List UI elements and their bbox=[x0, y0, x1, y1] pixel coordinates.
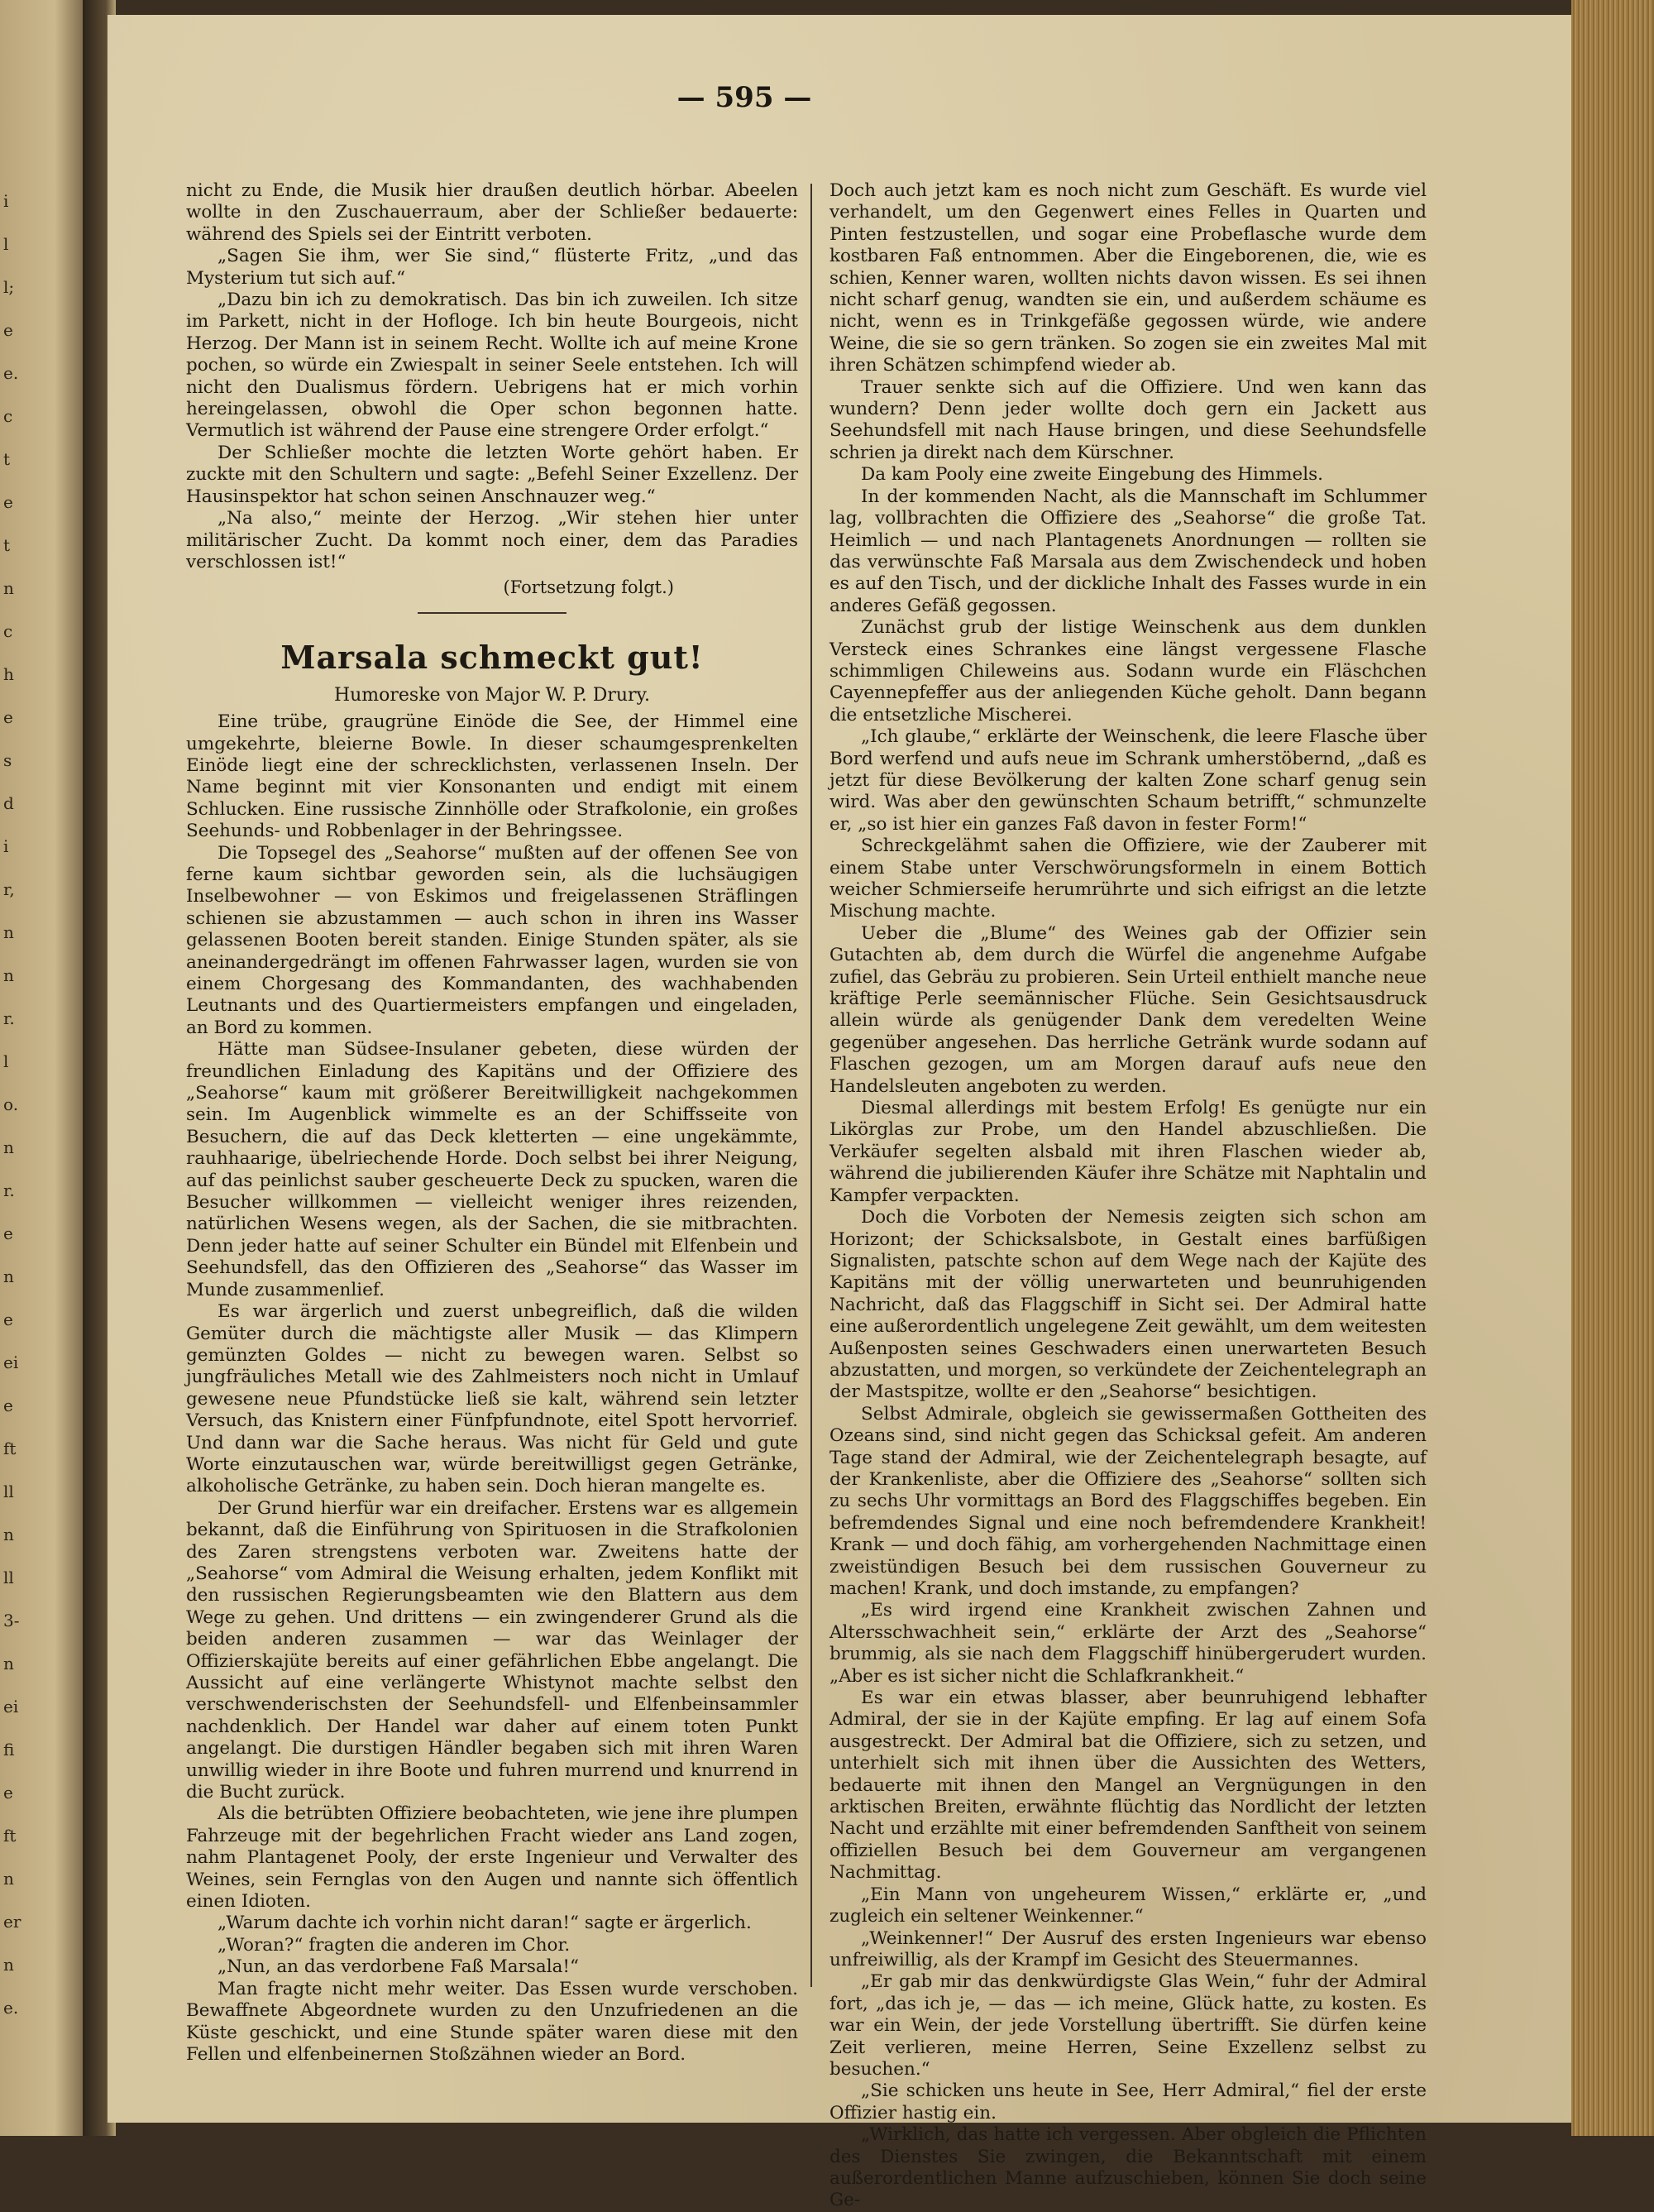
column-rule bbox=[810, 184, 812, 1987]
facing-page-fragment: i bbox=[3, 191, 9, 211]
facing-page-fragment: l bbox=[3, 234, 9, 254]
paragraph: In der kommenden Nacht, als die Mannschaft im Schlummer lag, vollbrachten die Offiziere des „Seahorse“ die große Tat. Heimlich — und nach Plantagenets Anordnungen — rollten sie das verwünschte Faß Marsala aus dem Zwischendeck und hoben es auf den Tisch, und der dickliche Inhalt des Fasses wurde in ein anderes Gefäß gegossen. bbox=[829, 486, 1427, 616]
paragraph: „Es wird irgend eine Krankheit zwischen Zahnen und Altersschwachheit sein,“ erklärte der Arzt des „Seahorse“ brummig, als sie nach dem Flaggschiff hinübergerudert wurden. „Aber es ist sicher nicht die Schlafkrankheit.“ bbox=[829, 1600, 1427, 1687]
story-title: Marsala schmeckt gut! bbox=[280, 638, 704, 676]
facing-page-fragment: r. bbox=[3, 1180, 15, 1200]
facing-page-fragment: e bbox=[3, 320, 13, 340]
paragraph: „Warum dachte ich vorhin nicht daran!“ sagte er ärgerlich. bbox=[218, 1913, 752, 1934]
paragraph: „Wirklich, das hatte ich vergessen. Aber obgleich die Pflichten des Dienstes Sie zwingen, die Bekanntschaft mit einem außerordentlichen Manne aufzuschieben, können Sie doch seine Ge- bbox=[829, 2124, 1427, 2211]
paragraph: „Na also,“ meinte der Herzog. „Wir stehen hier unter militärischer Zucht. Da kommt noch einer, dem das Paradies verschlossen ist!“ bbox=[186, 508, 798, 572]
continued-note: (Fortsetzung folgt.) bbox=[503, 577, 674, 598]
facing-page-fragment: e bbox=[3, 1223, 13, 1243]
facing-page-fragment: l; bbox=[3, 277, 15, 297]
paragraph: „Woran?“ fragten die anderen im Chor. bbox=[218, 1934, 571, 1956]
facing-page-fragment: er bbox=[3, 1912, 22, 1932]
facing-page-fragment: e bbox=[3, 1309, 13, 1329]
facing-page-fragment: c bbox=[3, 406, 13, 426]
facing-page-fragment: ft bbox=[3, 1826, 17, 1846]
paragraph: Als die betrübten Offiziere beobachteten, wie jene ihre plumpen Fahrzeuge mit der begehrlichen Fracht wieder ans Land zogen, nahm Plantagenet Pooly, der erste Ingenieur und Verwalter des Weines, sein Fernglas von den Augen und nannte sich öffentlich einen Idioten. bbox=[186, 1803, 798, 1913]
right-column bbox=[829, 180, 1427, 2211]
facing-page-fragment: n bbox=[3, 1525, 14, 1544]
facing-page-fragment: e bbox=[3, 492, 13, 512]
facing-page-fragment: n bbox=[3, 1137, 14, 1157]
paragraph: „Er gab mir das denkwürdigste Glas Wein,“ fuhr der Admiral fort, „das ich je, — das — ich meine, Glück hatte, zu kosten. Es war ein Wein, der jede Vorstellung übertrifft. Sie dürfen keine Zeit verlieren, meine Herren, Seine Exzellenz selbst zu besuchen.“ bbox=[829, 1971, 1427, 2080]
facing-page-edge bbox=[0, 0, 91, 2136]
facing-page-fragment: ei bbox=[3, 1353, 19, 1372]
facing-page-fragment: 3- bbox=[3, 1611, 20, 1630]
facing-page-fragment: r. bbox=[3, 1008, 15, 1028]
facing-page-fragment: i bbox=[3, 836, 9, 856]
paragraph: Schreckgelähmt sahen die Offiziere, wie der Zauberer mit einem Stabe unter Verschwörungsformeln in einem Bottich weicher Schmierseife herumrührte und sich eifrigst an die letzte Mischung machte. bbox=[829, 835, 1427, 922]
left-column bbox=[186, 180, 798, 2065]
facing-page-fragment: r, bbox=[3, 879, 15, 899]
paragraph: Es war ärgerlich und zuerst unbegreiflich, daß die wilden Gemüter durch die mächtigste aller Musik — das Klimpern gemünzten Goldes — nicht zu bewegen waren. Selbst so jungfräuliches Metall wie des Zahlmeisters noch nicht in Umlauf gewesene neue Pfundstücke ließ sie kalt, während sein letzter Versuch, das Knistern einer Fünfpfundnote, eitel Spott hervorrief. Und dann war die Sache heraus. Was nicht für Geld und gute Worte einzutauschen war, würde bereitwilligst gegen Getränke, alkoholische Getränke, zu haben sein. Doch hieran mangelte es. bbox=[186, 1301, 798, 1497]
facing-page-fragment: ll bbox=[3, 1482, 14, 1501]
facing-page-fragment: t bbox=[3, 449, 11, 469]
facing-page-fragment: ei bbox=[3, 1697, 19, 1716]
paragraph: „Ich glaube,“ erklärte der Weinschenk, die leere Flasche über Bord werfend und aufs neue im Schrank umherstöbernd, „daß es jetzt für diese Bevölkerung der kalten Zone scharf genug sein wird. Was aber den gewünschten Schaum betrifft,“ schmunzelte er, „so ist hier ein ganzes Faß davon in fester Form!“ bbox=[829, 726, 1427, 835]
facing-page-fragment: e. bbox=[3, 1998, 19, 2018]
paragraph: „Sie schicken uns heute in See, Herr Admiral,“ fiel der erste Offizier hastig ein. bbox=[829, 2080, 1427, 2123]
facing-page-fragment: n bbox=[3, 1955, 14, 1975]
facing-page-fragment: o. bbox=[3, 1094, 19, 1114]
paragraph: „Ein Mann von ungeheurem Wissen,“ erklärte er, „und zugleich ein seltener Weinkenner.“ bbox=[829, 1884, 1427, 1927]
facing-page-fragment: e bbox=[3, 1783, 13, 1803]
facing-page-fragment: n bbox=[3, 1869, 14, 1889]
facing-page-fragment: t bbox=[3, 535, 11, 555]
facing-page-fragment: ll bbox=[3, 1568, 14, 1587]
right-column-text bbox=[829, 180, 1427, 2212]
paragraph: Die Topsegel des „Seahorse“ mußten auf der offenen See von ferne kaum sichtbar geworden sein, als die luchsäugigen Inselbewohner — von Eskimos und freigelassenen Sträflingen schienen sie abzustammen — auch schon in ihren ins Wasser gelassenen Booten bereit standen. Einige Stunden später, als sie aneinandergedrängt im offenen Fahrwasser lagen, wurden sie von einem Chorgesang des Kommandanten, des wachhabenden Leutnants und des Quartiermeisters empfangen und eingeladen, an Bord zu kommen. bbox=[186, 842, 798, 1038]
paragraph: „Nun, an das verdorbene Faß Marsala!“ bbox=[218, 1956, 580, 1978]
paragraph: Doch die Vorboten der Nemesis zeigten sich schon am Horizont; der Schicksalsbote, in Gestalt eines barfüßigen Signalisten, patschte schon auf dem Wege nach der Kajüte des Kapitäns mit der völlig unerwarteten und beunruhigenden Nachricht, daß das Flaggschiff in Sicht sei. Der Admiral hatte eine außerordentlich ungelegene Zeit gewählt, um dem weitesten Außenposten seines Geschwaders einen unerwarteten Besuch abzustatten, und morgen, so verkündete der Zeichentelegraph an der Mastspitze, wollte er den „Seahorse“ besichtigen. bbox=[829, 1207, 1427, 1403]
paragraph: Der Grund hierfür war ein dreifacher. Erstens war es allgemein bekannt, daß die Einführung von Spirituosen in die Strafkolonien des Zaren strengstens verboten war. Zweitens hatte der „Seahorse“ vom Admiral die Weisung erhalten, jedem Konflikt mit den russischen Regierungsbeamten wie den Blattern aus dem Wege zu gehen. Und drittens — ein zwingenderer Grund als die beiden anderen zusammen — war das Weinlager der Offizierskajüte bereits auf einer gefährlichen Ebbe angelangt. Die Aussicht auf eine verlängerte Whistynot machte selbst den verschwenderischsten der Seehundsfell- und Elfenbeinsammler nachdenklich. Der Handel war daher auf einem toten Punkt angelangt. Die durstigen Händler begaben sich mit ihren Waren unwillig wieder in ihre Boote und fuhren murrend und knurrend in die Bucht zurück. bbox=[186, 1497, 798, 1803]
page-stack-edge bbox=[1571, 0, 1654, 2136]
paragraph: „Weinkenner!“ Der Ausruf des ersten Ingenieurs war ebenso unfreiwillig, als der Krampf im Gesicht des Steuermannes. bbox=[829, 1927, 1427, 1970]
facing-page-fragment: d bbox=[3, 793, 14, 813]
paragraph: Hätte man Südsee-Insulaner gebeten, diese würden der freundlichen Einladung des Kapitäns und der Offiziere des „Seahorse“ kaum mit größerer Bereitwilligkeit nachgekommen sein. Im Augenblick wimmelte es an der Schiffsseite von Besuchern, die auf das Deck kletterten — eine ungekämmte, rauhhaarige, übelriechende Horde. Doch selbst bei ihrer Neigung, auf das peinlichst sauber gescheuerte Deck zu spucken, waren die Besucher willkommen — vielleicht weniger ihres reizenden, natürlichen Wesens wegen, als der Sachen, die sie mitbrachten. Denn jeder hatte auf seiner Schulter ein Bündel mit Elfenbein und Seehundsfell, das den Offizieren des „Seahorse“ das Wasser im Munde zusammenlief. bbox=[186, 1039, 798, 1300]
paragraph: Der Schließer mochte die letzten Worte gehört haben. Er zuckte mit den Schultern und sagte: „Befehl Seiner Exzellenz. Der Hausinspektor hat schon seinen Anschnauzer weg.“ bbox=[186, 442, 798, 507]
facing-page-fragment: e bbox=[3, 1396, 13, 1415]
story-text bbox=[186, 711, 798, 2066]
story-byline: Humoreske von Major W. P. Drury. bbox=[333, 684, 651, 706]
story-divider bbox=[418, 612, 566, 614]
page-number: — 595 — bbox=[676, 81, 812, 114]
facing-page-fragment: ft bbox=[3, 1439, 17, 1458]
facing-page-fragment: h bbox=[3, 664, 14, 684]
facing-page-fragment: n bbox=[3, 922, 14, 942]
facing-page-fragment: n bbox=[3, 578, 14, 598]
paragraph: Es war ein etwas blasser, aber beunruhigend lebhafter Admiral, der sie in der Kajüte empfing. Er lag auf einem Sofa ausgestreckt. Der Admiral bat die Offiziere, sich zu setzen, und unterhielt sich mit ihnen über die Aussichten des Wetters, bedauerte mit ihnen den Mangel an Vergnügungen in den arktischen Breiten, erwähnte flüchtig das Nordlicht der letzten Nacht und erzählte mit einer befremdenden Sanftheit von seinem offiziellen Besuch bei dem Gouverneur am vergangenen Nachmittag. bbox=[829, 1688, 1427, 1884]
paragraph: Zunächst grub der listige Weinschenk aus dem dunklen Versteck eines Schrankes eine längst vergessene Flasche schimmligen Chileweins aus. Sodann wurde ein Fläschchen Cayennepfeffer aus der anliegenden Küche geholt. Dann begann die entsetzliche Mischerei. bbox=[829, 617, 1427, 725]
paragraph: Ueber die „Blume“ des Weines gab der Offizier sein Gutachten ab, dem durch die Würfel die angenehme Aufgabe zufiel, das Gebräu zu probieren. Sein Urteil enthielt manche neue kräftige Perle seemännischer Flüche. Sein Gesichtsausdruck allein würde als genügender Dank dem veredelten Weine gegenüber angesehen. Das herrliche Getränk wurde sodann auf Flaschen gezogen, um am Morgen darauf aufs neue den Handelsleuten angeboten zu werden. bbox=[829, 922, 1427, 1097]
paragraph: Eine trübe, graugrüne Einöde die See, der Himmel eine umgekehrte, bleierne Bowle. In dieser schaumgesprenkelten Einöde liegt eine der schrecklichsten, verlassenen Inseln. Der Name beginnt mit vier Konsonanten und endigt mit einem Schlucken. Eine russische Zinnhölle oder Strafkolonie, ein großes Seehunds- und Robbenlager in der Behringssee. bbox=[186, 711, 798, 842]
paragraph: „Dazu bin ich zu demokratisch. Das bin ich zuweilen. Ich sitze im Parkett, nicht in der Hofloge. Ich bin heute Bourgeois, nicht Herzog. Der Mann ist in seinem Recht. Wollte ich auf meine Krone pochen, so würde ein Zwiespalt in seiner Seele entstehen. Ich will nicht den Dualismus fördern. Uebrigens hat er mich vorhin hereingelassen, obwohl die Oper schon begonnen hatte. Vermutlich ist während der Pause eine strengere Order erfolgt.“ bbox=[186, 290, 798, 442]
facing-page-fragment: n bbox=[3, 1266, 14, 1286]
paragraph: Trauer senkte sich auf die Offiziere. Und wen kann das wundern? Denn jeder wollte doch gern ein Jackett aus Seehundsfell mit nach Hause bringen, und diese Seehundsfelle schrien ja direkt nach dem Kürschner. bbox=[829, 376, 1427, 463]
left-column-text bbox=[186, 180, 798, 573]
paragraph: Doch auch jetzt kam es noch nicht zum Geschäft. Es wurde viel verhandelt, um den Gegenwert eines Felles in Quarten und Pinten festzustellen, und sogar eine Probeflasche wurde dem kostbaren Faß entnommen. Aber die Eingeborenen, die, wie es schien, Kenner waren, wollten nichts davon wissen. Es sei ihnen nicht scharf genug, wandten sie ein, und außerdem schäume es nicht, wenn es in Trinkgefäße gegossen würde, wie andere Weine, die sie so gern tränken. So zogen sie ein zweites Mal mit ihren Schätzen schimpfend wieder ab. bbox=[829, 180, 1427, 376]
facing-page-fragment: e. bbox=[3, 363, 19, 383]
facing-page-fragment: e bbox=[3, 707, 13, 727]
facing-page-fragment: fi bbox=[3, 1740, 15, 1760]
facing-page-fragment: n bbox=[3, 1654, 14, 1673]
facing-page-fragment: s bbox=[3, 750, 12, 770]
paragraph: Man fragte nicht mehr weiter. Das Essen wurde verschoben. Bewaffnete Abgeordnete wurden zu den Unzufriedenen an die Küste geschickt, und eine Stunde später waren diese mit den Fellen und elfenbeinernen Stoßzähnen wieder an Bord. bbox=[186, 1978, 798, 2065]
facing-page-fragment: c bbox=[3, 621, 13, 641]
paragraph: nicht zu Ende, die Musik hier draußen deutlich hörbar. Abeelen wollte in den Zuschauerraum, aber der Schließer bedauerte: während des Spiels sei der Eintritt verboten. bbox=[186, 180, 798, 245]
facing-page-fragment: n bbox=[3, 965, 14, 985]
facing-page-fragment: l bbox=[3, 1051, 9, 1071]
paragraph: Selbst Admirale, obgleich sie gewissermaßen Gottheiten des Ozeans sind, sind nicht gegen das Schicksal gefeit. Am anderen Tage stand der Admiral, wie der Zeichentelegraph besagte, auf der Krankenliste, aber die Offiziere des „Seahorse“ sollten sich zu sechs Uhr vormittags an Bord des Flaggschiffes begeben. Ein befremdendes Signal und eine noch befremdendere Krankheit! Krank — und doch fähig, am vorhergehenden Nachmittage einen zweistündigen Besuch bei dem russischen Gouverneur zu machen! Krank, und doch imstande, zu empfangen? bbox=[829, 1403, 1427, 1599]
paragraph: Da kam Pooly eine zweite Eingebung des Himmels. bbox=[861, 464, 1324, 486]
paragraph: Diesmal allerdings mit bestem Erfolg! Es genügte nur ein Likörglas zur Probe, um den Handel abzuschließen. Die Verkäufer segelten alsbald mit ihren Flaschen wieder ab, während die jubilierenden Käufer ihre Schätze mit Naphtalin und Kampfer verpackten. bbox=[829, 1098, 1427, 1206]
paragraph: „Sagen Sie ihm, wer Sie sind,“ flüsterte Fritz, „und das Mysterium tut sich auf.“ bbox=[186, 246, 798, 289]
